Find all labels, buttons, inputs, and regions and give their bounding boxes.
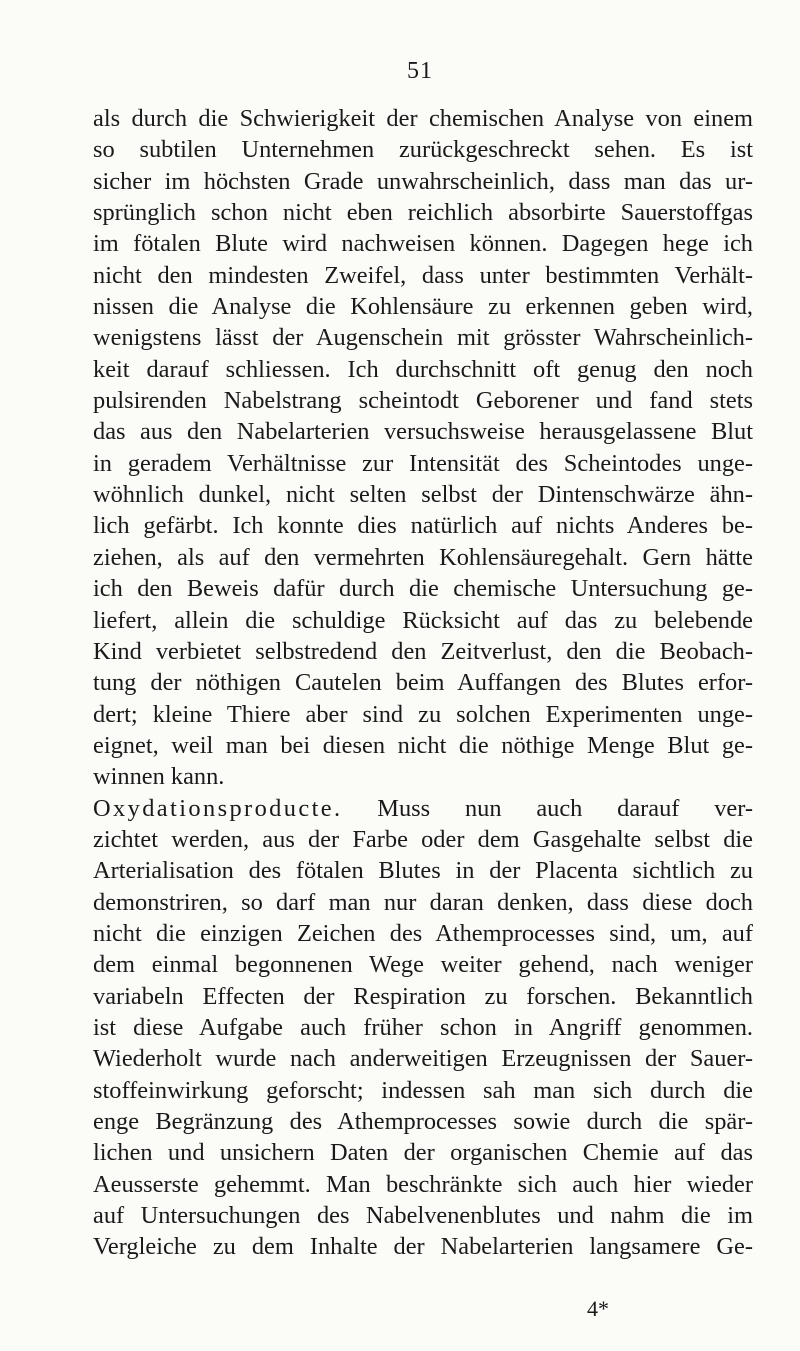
text-line: lichen und unsichern Daten der organischen Chemie auf das [93,1139,753,1167]
text-line: als durch die Schwierigkeit der chemischen Analyse von einem [93,105,753,132]
text-line: winnen kann. [93,763,225,791]
text-line: sprünglich schon nicht eben reichlich absorbirte Sauerstoffgas [93,199,753,227]
text-line: demonstriren, so darf man nur daran denken, dass diese doch [93,888,753,916]
text-line: tung der nöthigen Cautelen beim Auffangen des Blutes erfor- [93,669,753,697]
text-line: wöhnlich dunkel, nicht selten selbst der Dintenschwärze ähn- [93,481,753,509]
text-line: eignet, weil man bei diesen nicht die nöthige Menge Blut ge- [93,731,753,759]
text-line: wenigstens lässt der Augenschein mit grösster Wahrscheinlich- [93,324,753,352]
text-line: stoffeinwirkung geforscht; indessen sah man sich durch die [93,1076,753,1104]
text-line: in geradem Verhältnisse zur Intensität des Scheintodes unge- [93,449,753,477]
page-number: 51 [407,58,433,84]
text-line: nicht die einzigen Zeichen des Athemprocesses sind, um, auf [93,919,753,947]
text-line: Aeusserste gehemmt. Man beschränkte sich auch hier wieder [93,1170,753,1198]
section-heading: Oxydationsproducte. [93,794,343,822]
text-line: keit darauf schliessen. Ich durchschnitt oft genug den noch [93,355,753,383]
text-line: das aus den Nabelarterien versuchsweise herausgelassene Blut [93,418,753,446]
text-line: ist diese Aufgabe auch früher schon in Angriff genommen. [93,1013,753,1041]
text-line: im fötalen Blute wird nachweisen können. Dagegen hege ich [93,230,753,258]
text-line: nicht den mindesten Zweifel, dass unter bestimmten Verhält- [93,261,753,289]
text-line: variabeln Effecten der Respiration zu forschen. Bekanntlich [93,982,753,1010]
text-line: pulsirenden Nabelstrang scheintodt Geborener und fand stets [93,387,753,415]
text-line: Vergleiche zu dem Inhalte der Nabelarterien langsamere Ge- [93,1233,753,1261]
text-line: Wiederholt wurde nach anderweitigen Erzeugnissen der Sauer- [93,1045,753,1073]
text-line: dert; kleine Thiere aber sind zu solchen Experimenten unge- [93,700,753,728]
text-line: Kind verbietet selbstredend den Zeitverlust, den die Beobach- [93,637,753,665]
text-line: ziehen, als auf den vermehrten Kohlensäuregehalt. Gern hätte [93,543,753,571]
body-text [93,103,753,1263]
text-line: zichtet werden, aus der Farbe oder dem Gasgehalte selbst die [93,825,753,853]
text-line: enge Begränzung des Athemprocesses sowie durch die spär- [93,1108,753,1135]
text-line: lich gefärbt. Ich konnte dies natürlich auf nichts Anderes be- [93,512,753,540]
text-line: Arterialisation des fötalen Blutes in der Placenta sichtlich zu [93,857,753,885]
text-line: dem einmal begonnenen Wege weiter gehend, nach weniger [93,951,753,979]
text-line: ich den Beweis dafür durch die chemische Untersuchung ge- [93,575,753,603]
section-heading-rest: Muss nun auch darauf ver- [342,794,753,822]
section-heading-line [93,793,753,824]
signature-mark: 4* [587,1296,609,1321]
text-line: liefert, allein die schuldige Rücksicht auf das zu belebende [93,606,753,634]
text-line: so subtilen Unternehmen zurückgeschreckt sehen. Es ist [93,136,753,164]
text-line: nissen die Analyse die Kohlensäure zu erkennen geben wird, [93,293,753,321]
text-line: sicher im höchsten Grade unwahrscheinlich, dass man das ur- [93,167,753,195]
text-line: auf Untersuchungen des Nabelvenenblutes und nahm die im [93,1202,753,1230]
